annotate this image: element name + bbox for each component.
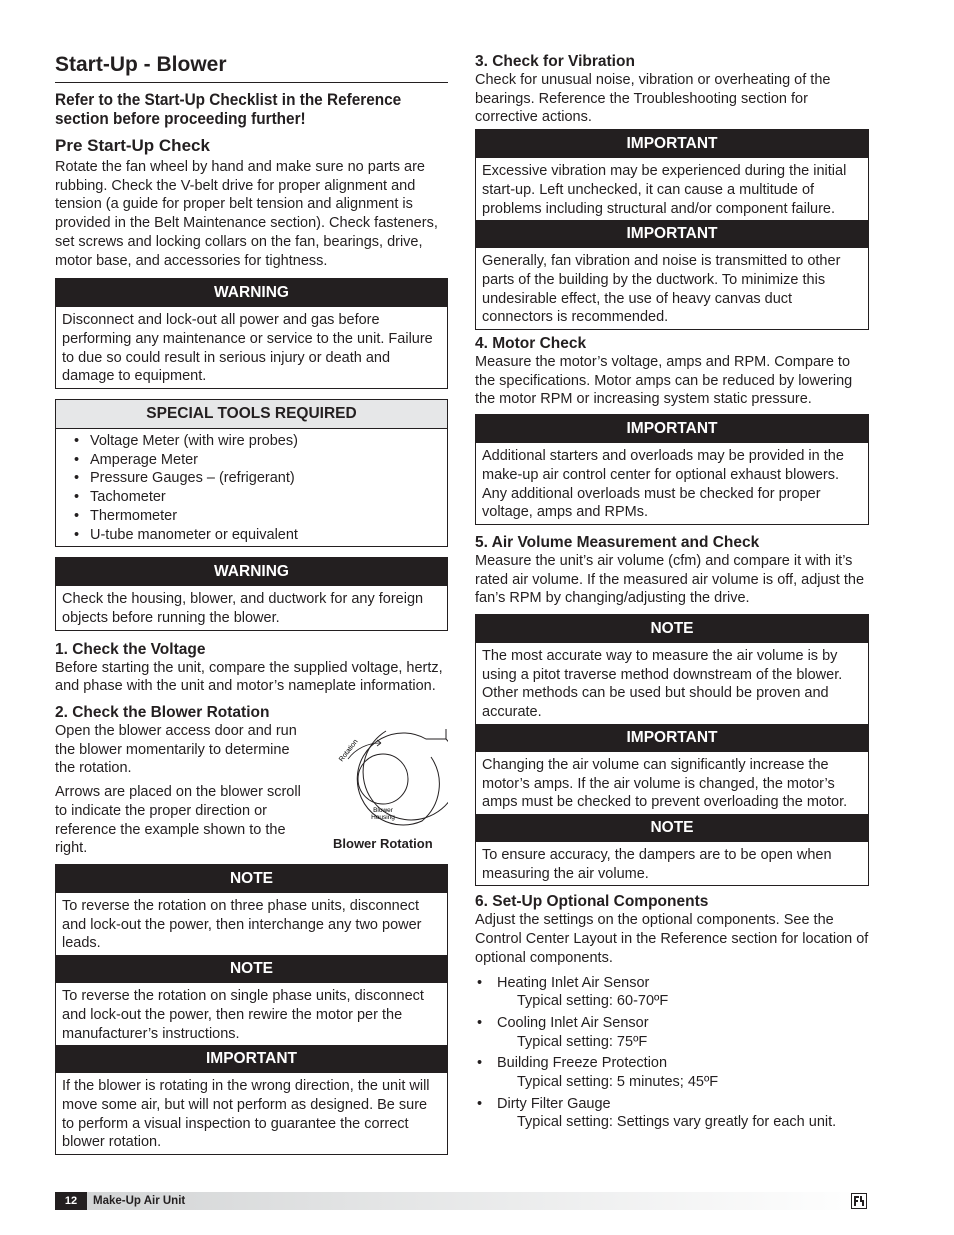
special-tools-list	[56, 429, 447, 546]
vibration-important-box	[475, 129, 869, 330]
warning-box-foreign-objects	[55, 557, 448, 630]
component-item	[475, 974, 869, 1011]
blower-rotation-heading: 2. Check the Blower Rotation	[55, 704, 270, 722]
optional-components-list	[475, 974, 869, 1133]
component-item	[475, 1014, 869, 1051]
footer-title: Make-Up Air Unit	[93, 1195, 186, 1207]
warning-box-text: Check the housing, blower, and ductwork for any foreign objects before running the blower.	[62, 591, 424, 626]
optional-components-heading: 6. Set-Up Optional Components	[475, 893, 709, 911]
vibration-text: Check for unusual noise, vibration or overheating of the bearings. Reference the Troubleshooting section for corrective actions.	[475, 72, 831, 126]
motor-important-box	[475, 414, 869, 525]
special-tools-title: SPECIAL TOOLS REQUIRED	[56, 400, 447, 429]
tool-item: • Thermometer	[74, 507, 447, 526]
component-item	[475, 1054, 869, 1091]
rotation-label: Rotation	[338, 738, 360, 764]
pre-startup-heading: Pre Start-Up Check	[55, 136, 210, 155]
component-setting: Typical setting: 75ºF	[517, 1033, 648, 1050]
tool-item: • Pressure Gauges – (refrigerant)	[74, 469, 447, 488]
page-number: 12	[55, 1192, 87, 1210]
page-footer	[55, 1192, 869, 1210]
tool-item: • Tachometer	[74, 488, 447, 507]
note-box-text: The most accurate way to measure the air volume is by using a pitot traverse method downstream of the blower. Other methods can be used but should be proven and accurate.	[482, 648, 843, 721]
brand-logo-icon	[851, 1193, 867, 1209]
important-box-title: IMPORTANT	[56, 1045, 447, 1073]
special-tools-box	[55, 399, 448, 547]
important-box-title: IMPORTANT	[476, 220, 868, 248]
refer-notice: Refer to the Start-Up Checklist in the Reference section before proceeding further!	[55, 91, 402, 128]
note-box-title: NOTE	[56, 865, 447, 893]
tool-item: • U-tube manometer or equivalent	[74, 526, 447, 545]
important-box-text: If the blower is rotating in the wrong direction, the unit will move some air, but will not perform as designed. Be sure to perform a visual inspection to guarantee the correct blower rotation.	[62, 1078, 430, 1151]
important-box-text: Excessive vibration may be experienced during the initial start-up. Left unchecked, it can cause a multitude of problems including structural and/or component failure.	[482, 163, 847, 217]
component-name: Dirty Filter Gauge	[497, 1095, 611, 1112]
important-box-text: Generally, fan vibration and noise is transmitted to other parts of the building by the ductwork. To minimize this undesirable effect, the use of heavy canvas duct connectors is recommended.	[482, 253, 841, 326]
warning-box-title: WARNING	[56, 279, 447, 307]
diagram-caption: Blower Rotation	[333, 836, 433, 852]
warning-box-text: Disconnect and lock-out all power and gas before performing any maintenance or service to the unit. Failure to due so could result in serious injury or death and damage to equipment.	[62, 312, 433, 385]
air-volume-notes-box	[475, 614, 869, 886]
motor-check-heading: 4. Motor Check	[475, 335, 587, 353]
blower-housing-drawing	[326, 729, 448, 829]
note-box-text: To reverse the rotation on three phase units, disconnect and lock-out the power, then interchange any two power leads.	[62, 898, 422, 952]
component-setting: Typical setting: 60-70ºF	[517, 993, 669, 1010]
housing-label-line1: Blower	[373, 807, 393, 815]
component-setting: Typical setting: Settings vary greatly for each unit.	[517, 1114, 837, 1131]
component-name: Heating Inlet Air Sensor	[497, 974, 650, 991]
blower-rotation-diagram	[326, 729, 448, 829]
warning-box-power	[55, 278, 448, 389]
blower-rotation-text-2: Arrows are placed on the blower scroll to indicate the proper direction or reference the example shown to the right.	[55, 784, 301, 857]
note-box-title: NOTE	[476, 814, 868, 842]
blower-rotation-section	[55, 722, 448, 858]
important-box-text: Changing the air volume can significantly increase the motor’s amps. If the air volume is changed, the motor’s amps must be checked to prevent overloading the motor.	[482, 756, 848, 811]
check-voltage-heading: 1. Check the Voltage	[55, 640, 206, 658]
component-name: Building Freeze Protection	[497, 1055, 668, 1072]
note-box-text: To reverse the rotation on single phase units, disconnect and lock-out the power, then rewire the motor per the manufacturer’s instructions.	[62, 988, 424, 1042]
blower-rotation-text-1: Open the blower access door and run the blower momentarily to determine the rotation.	[55, 723, 297, 777]
warning-box-title: WARNING	[56, 558, 447, 586]
rotation-notes-box	[55, 864, 448, 1155]
important-box-text: Additional starters and overloads may be provided in the make-up air control center for optional exhaust blowers. Any additional overloads must be checked for proper voltage, amps and RPMs.	[482, 448, 844, 521]
left-column	[55, 52, 448, 1155]
note-box-text: To ensure accuracy, the dampers are to be open when measuring the air volume.	[482, 846, 832, 882]
page-title: Start-Up - Blower	[55, 52, 448, 83]
optional-components-text: Adjust the settings on the optional components. See the Control Center Layout in the Reference section for location of optional components.	[475, 912, 869, 966]
tool-item: • Amperage Meter	[74, 451, 447, 470]
air-volume-heading: 5. Air Volume Measurement and Check	[475, 533, 760, 551]
tool-item: • Voltage Meter (with wire probes)	[74, 432, 447, 451]
vibration-heading: 3. Check for Vibration	[475, 53, 635, 70]
component-item	[475, 1095, 869, 1132]
important-box-title: IMPORTANT	[476, 724, 868, 752]
note-box-title: NOTE	[476, 615, 868, 643]
housing-label-line2: Housing	[371, 814, 395, 822]
component-name: Cooling Inlet Air Sensor	[497, 1014, 649, 1031]
right-column	[475, 52, 869, 1135]
pre-startup-text: Rotate the fan wheel by hand and make sure no parts are rubbing. Check the V-belt drive for proper alignment and tension (a guide for proper belt tension and alignment is provided in the Belt Maintenance section). Check fasteners, set screws and locking collars on the fan, bearings, drive, motor base, and accessories for tightness.	[55, 159, 438, 269]
important-box-title: IMPORTANT	[476, 415, 868, 443]
motor-check-text: Measure the motor’s voltage, amps and RPM. Compare to the specifications. Motor amps can be reduced by lowering the motor RPM or increasing system static pressure.	[475, 354, 853, 408]
important-box-title: IMPORTANT	[476, 130, 868, 158]
check-voltage-text: Before starting the unit, compare the supplied voltage, hertz, and phase with the unit and motor’s nameplate information.	[55, 659, 443, 695]
component-setting: Typical setting: 5 minutes; 45ºF	[517, 1074, 719, 1091]
air-volume-text: Measure the unit’s air volume (cfm) and compare it with it’s rated air volume. If the measured air volume is off, adjust the fan’s RPM by changing/adjusting the drive.	[475, 552, 865, 607]
note-box-title: NOTE	[56, 955, 447, 983]
